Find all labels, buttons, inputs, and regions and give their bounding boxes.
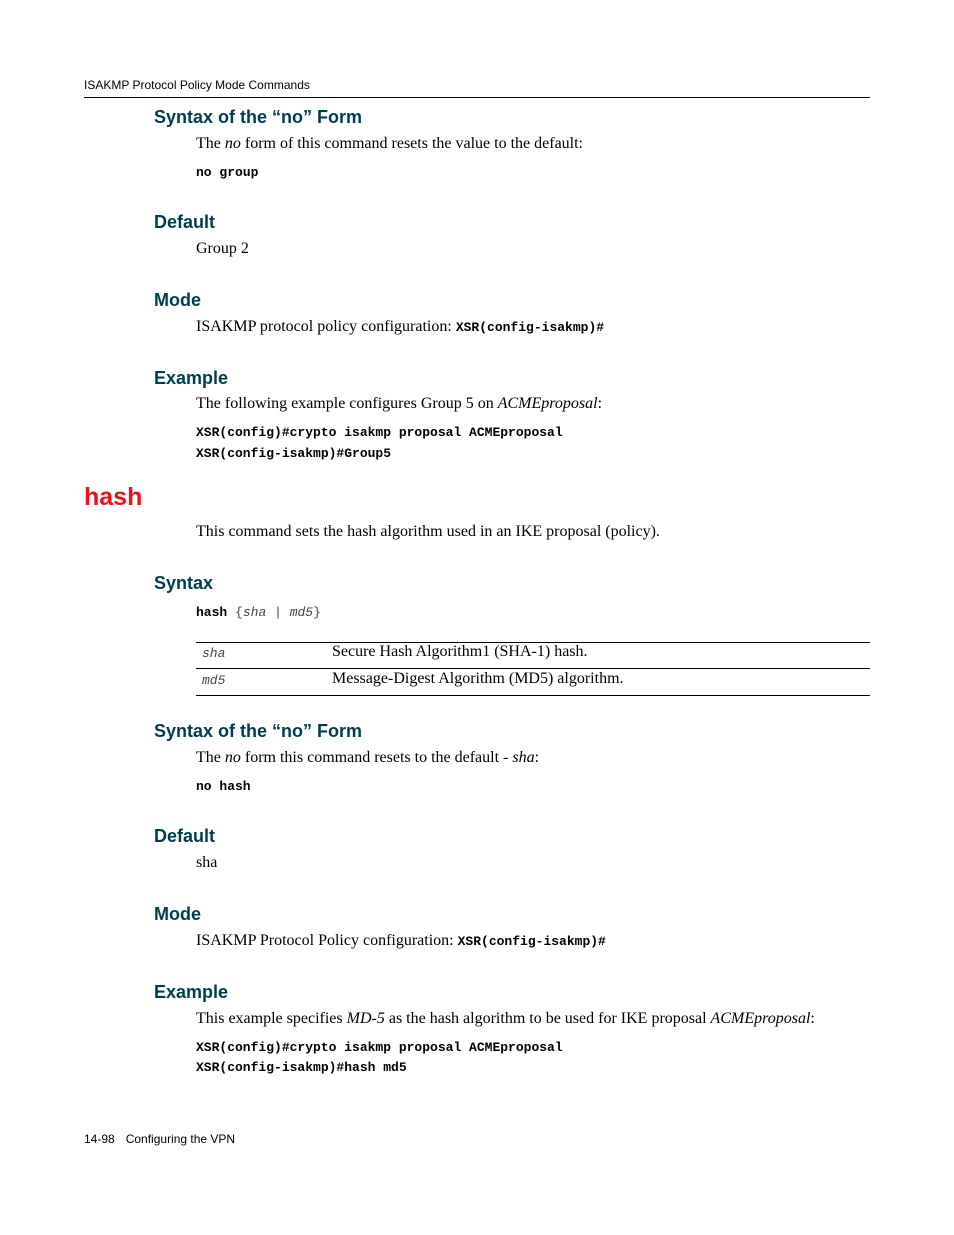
hash-no-form-heading: Syntax of the “no” Form [154, 721, 363, 741]
header-rule [84, 97, 870, 98]
group-example-code-1: XSR(config)#crypto isakmp proposal ACMEproposal [196, 425, 563, 440]
param-desc-md5: Message-Digest Algorithm (MD5) algorithm. [332, 670, 624, 687]
group-example-heading: Example [154, 368, 229, 388]
group-default-value: Group 2 [196, 240, 249, 257]
hash-example-heading: Example [154, 982, 229, 1002]
hash-example-code-1: XSR(config)#crypto isakmp proposal ACMEproposal [196, 1040, 563, 1055]
page-footer [84, 1132, 235, 1146]
running-header: ISAKMP Protocol Policy Mode Commands [84, 78, 310, 92]
group-no-form-heading: Syntax of the “no” Form [154, 107, 363, 127]
group-no-form-text: The no form of this command resets the value to the default: [196, 135, 583, 152]
hash-default-heading: Default [154, 826, 216, 846]
syntax-heading: Syntax [154, 573, 214, 593]
param-desc-sha: Secure Hash Algorithm1 (SHA-1) hash. [332, 643, 588, 660]
chapter-title: Configuring the VPN [125, 1132, 236, 1146]
command-description: This command sets the hash algorithm used in an IKE proposal (policy). [196, 523, 660, 540]
table-bottom-rule [196, 695, 870, 696]
group-mode-text: ISAKMP protocol policy configuration: XSR(config-isakmp)# [196, 318, 605, 335]
group-no-form-code: no group [196, 165, 259, 180]
page-number: 14-98 [84, 1132, 115, 1146]
group-default-heading: Default [154, 212, 216, 232]
table-row-rule [196, 668, 870, 669]
syntax-line: hash {sha | md5} [196, 605, 321, 620]
hash-no-form-code: no hash [196, 779, 251, 794]
hash-no-form-text: The no form this command resets to the default - sha: [196, 749, 540, 766]
command-title: hash [84, 483, 143, 511]
group-mode-heading: Mode [154, 290, 201, 310]
hash-mode-heading: Mode [154, 904, 201, 924]
hash-example-text: This example specifies MD-5 as the hash algorithm to be used for IKE proposal ACMEproposal: [196, 1010, 815, 1027]
param-name-md5: md5 [202, 673, 226, 688]
group-mode-prompt: XSR(config-isakmp)# [455, 320, 605, 335]
group-example-text: The following example configures Group 5 on ACMEproposal: [196, 395, 603, 412]
hash-mode-prompt: XSR(config-isakmp)# [457, 934, 606, 949]
hash-mode-text: ISAKMP Protocol Policy configuration: XSR(config-isakmp)# [196, 932, 606, 949]
hash-example-code-2: XSR(config-isakmp)#hash md5 [196, 1060, 407, 1075]
param-name-sha: sha [202, 646, 226, 661]
group-example-code-2: XSR(config-isakmp)#Group5 [196, 446, 392, 461]
hash-default-value: sha [196, 854, 218, 871]
